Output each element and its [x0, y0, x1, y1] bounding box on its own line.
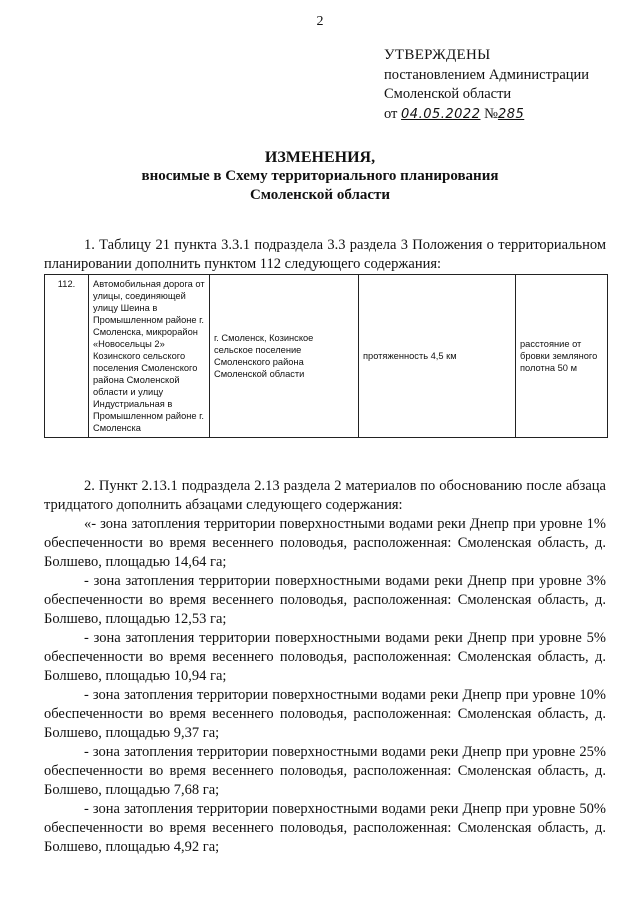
- list-item: - зона затопления территории поверхностными водами реки Днепр при уровне 50% обеспеченности во время весеннего половодья, расположенная: Смоленская область, д. Болшево, площадью 4,92 га;: [44, 801, 606, 855]
- approval-title: УТВЕРЖДЕНЫ: [384, 47, 491, 63]
- approval-date-prefix: от: [384, 105, 398, 122]
- list-item: «- зона затопления территории поверхностными водами реки Днепр при уровне 1% обеспеченности во время весеннего половодья, расположенная: Смоленская область, д. Болшево, площадью 14,64 га;: [44, 516, 606, 570]
- heading-subtitle-line-2: Смоленской области: [249, 187, 391, 203]
- approval-date-line: [384, 105, 589, 125]
- paragraph-1: 1. Таблицу 21 пункта 3.3.1 подраздела 3.3 раздела 3 Положения о территориальном планировании дополнить пунктом 112 следующего содержания:: [44, 237, 606, 272]
- list-item: - зона затопления территории поверхностными водами реки Днепр при уровне 5% обеспеченности во время весеннего половодья, расположенная: Смоленская область, д. Болшево, площадью 10,94 га;: [44, 630, 606, 684]
- approval-number-handwritten: 285: [497, 106, 525, 122]
- row-number-cell: 112.: [45, 275, 89, 438]
- approval-block: [384, 46, 589, 124]
- zone-cell: расстояние от бровки земляного полотна 50 м: [516, 275, 608, 438]
- approval-date-handwritten: 04.05.2022: [401, 106, 481, 122]
- changes-table: [44, 274, 608, 438]
- table-row: [45, 275, 608, 438]
- characteristics-cell: протяженность 4,5 км: [359, 275, 516, 438]
- location-cell: г. Смоленск, Козинское сельское поселение Смоленского района Смоленской области: [210, 275, 359, 438]
- page-number: 2: [316, 14, 324, 29]
- document-heading: [0, 148, 640, 205]
- zone-list: [44, 515, 606, 857]
- approval-line-2: Смоленской области: [384, 86, 512, 102]
- list-item: - зона затопления территории поверхностными водами реки Днепр при уровне 3% обеспеченности во время весеннего половодья, расположенная: Смоленская область, д. Болшево, площадью 12,53 га;: [44, 573, 606, 627]
- approval-number-prefix: №: [484, 105, 498, 122]
- object-name-cell: Автомобильная дорога от улицы, соединяющей улицу Шеина в Промышленном районе г. Смоленска, микрорайон «Новосельцы 2» Козинского сельского поселения Смоленского района Смоленской области и улицу Индустриальная в Промышленном районе г. Смоленска: [89, 275, 210, 438]
- list-item: - зона затопления территории поверхностными водами реки Днепр при уровне 10% обеспеченности во время весеннего половодья, расположенная: Смоленская область, д. Болшево, площадью 9,37 га;: [44, 687, 606, 741]
- paragraph-2: 2. Пункт 2.13.1 подраздела 2.13 раздела 2 материалов по обоснованию после абзаца тридцатого дополнить абзацами следующего содержания:: [44, 478, 606, 513]
- approval-line-1: постановлением Администрации: [384, 66, 590, 83]
- heading-subtitle-line-1: вносимые в Схему территориального планирования: [141, 168, 499, 184]
- list-item: - зона затопления территории поверхностными водами реки Днепр при уровне 25% обеспеченности во время весеннего половодья, расположенная: Смоленская область, д. Болшево, площадью 7,68 га;: [44, 744, 606, 798]
- heading-title: ИЗМЕНЕНИЯ,: [264, 149, 376, 166]
